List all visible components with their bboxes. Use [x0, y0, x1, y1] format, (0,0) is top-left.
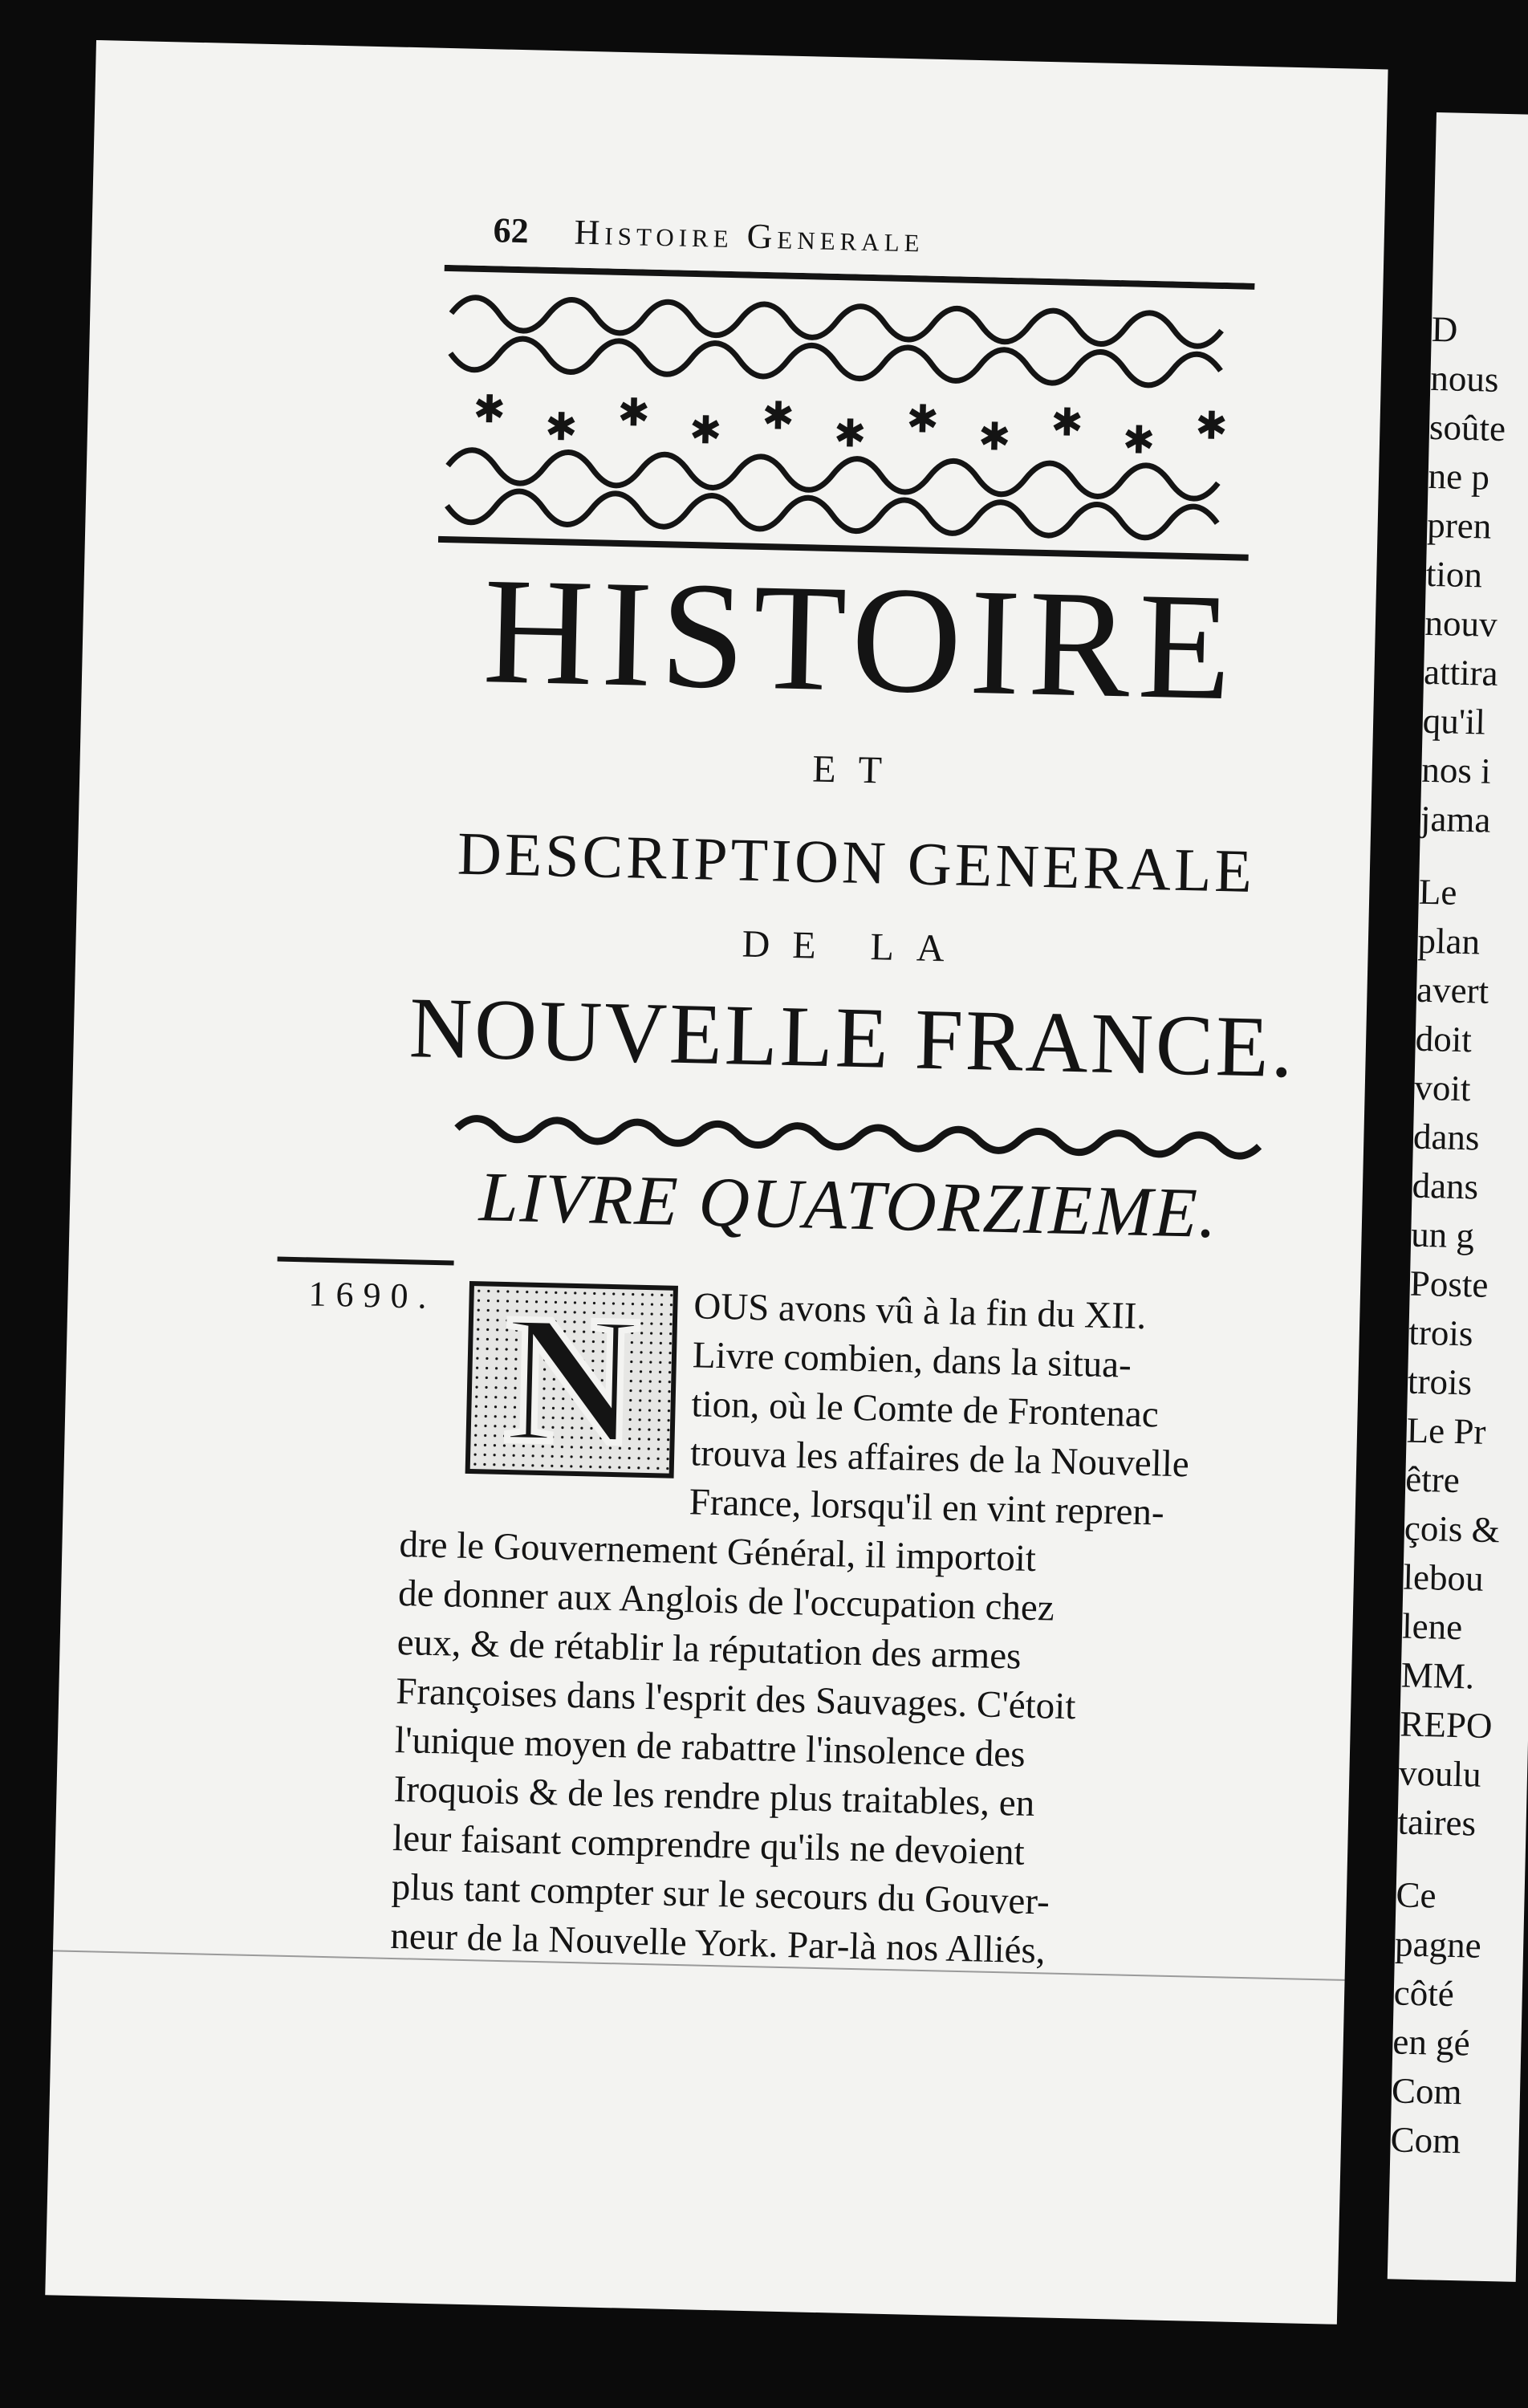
svg-text:✱: ✱: [977, 414, 1011, 460]
body-line: tion, où le Comte de Frontenac: [691, 1383, 1160, 1436]
right-page-line: voit: [1413, 1067, 1471, 1109]
right-page-line: en gé: [1392, 2021, 1471, 2064]
right-page-line: lene: [1401, 1605, 1463, 1648]
svg-text:✱: ✱: [905, 397, 940, 442]
body-line: OUS avons vû à la fin du XII.: [693, 1285, 1147, 1338]
title-de-la: DE LA: [742, 922, 968, 970]
right-page-line: taires: [1397, 1801, 1477, 1844]
right-page-line: Poste: [1409, 1263, 1489, 1305]
page-number: 62: [493, 210, 530, 251]
right-page-line: Le: [1418, 871, 1457, 913]
body-line: plus tant compter sur le secours du Gouver-: [391, 1865, 1050, 1923]
body-line: dre le Gouvernement Général, il importoit: [398, 1523, 1037, 1580]
right-page-line: pren: [1426, 504, 1492, 547]
right-page-line: nos i: [1420, 749, 1492, 791]
right-page-text: [1390, 305, 1528, 2167]
body-line: eux, & de rétablir la réputation des armes: [396, 1621, 1022, 1678]
right-page-line: plan: [1417, 920, 1481, 962]
right-page-line: un g: [1410, 1214, 1475, 1256]
right-page-line: Com: [1391, 2070, 1463, 2113]
right-page-line: être: [1404, 1458, 1461, 1501]
running-head-title: Histoire Generale: [574, 212, 925, 260]
right-page-line: avert: [1416, 969, 1489, 1011]
title-et: ET: [811, 747, 905, 793]
right-page-line: qu'il: [1422, 700, 1486, 742]
ornamental-divider: [449, 1108, 1268, 1166]
right-page-line: D: [1431, 308, 1458, 350]
svg-text:✱: ✱: [617, 389, 651, 436]
margin-year: 1690.: [308, 1274, 437, 1317]
right-page-line: lebou: [1403, 1556, 1485, 1599]
header-ornament: [438, 265, 1255, 564]
title-histoire: HISTOIRE: [482, 547, 1242, 733]
right-page-line: nouv: [1424, 602, 1498, 645]
svg-text:✱: ✱: [1194, 403, 1229, 449]
body-line: Livre combien, dans la situa-: [692, 1334, 1132, 1386]
svg-text:✱: ✱: [1050, 400, 1084, 446]
margin-rule: [278, 1257, 454, 1266]
right-page-line: jama: [1420, 798, 1492, 840]
svg-text:✱: ✱: [1122, 417, 1156, 464]
body-line: France, lorsqu'il en vint repren-: [689, 1481, 1165, 1534]
svg-text:✱: ✱: [689, 407, 723, 454]
body-line: neur de la Nouvelle York. Par-là nos Alliés,: [389, 1914, 1046, 1972]
drop-cap: [465, 1275, 678, 1483]
right-page-line: pagne: [1394, 1923, 1482, 1966]
svg-text:✱: ✱: [833, 410, 867, 457]
right-page-line: attira: [1423, 651, 1499, 694]
right-page-line: REPO: [1399, 1703, 1493, 1747]
title-nouvelle-france: NOUVELLE FRANCE.: [408, 980, 1297, 1096]
right-page-line: voulu: [1398, 1752, 1482, 1795]
right-page-line: Le Pr: [1406, 1409, 1487, 1452]
right-page-line: nous: [1429, 357, 1500, 400]
running-head: [493, 209, 1216, 266]
title-description: DESCRIPTION GENERALE: [457, 820, 1256, 906]
right-page-line: doit: [1415, 1018, 1473, 1060]
body-line: de donner aux Anglois de l'occupation chez: [397, 1572, 1055, 1629]
right-page-line: MM.: [1400, 1654, 1475, 1697]
right-page: [1388, 112, 1528, 2282]
right-page-line: Com: [1390, 2119, 1461, 2162]
svg-text:✱: ✱: [544, 404, 579, 450]
drop-cap-letter: N: [502, 1275, 641, 1483]
book-heading: LIVRE QUATORZIEME.: [478, 1158, 1219, 1254]
paragraph-gap: [1420, 844, 1528, 870]
ornament-stars: [473, 387, 1229, 465]
body-line: leur faisant comprendre qu'ils ne devoient: [392, 1816, 1026, 1873]
right-page-line: trois: [1408, 1312, 1474, 1354]
right-page-line: dans: [1412, 1116, 1481, 1158]
right-page-line: soûte: [1428, 406, 1506, 449]
right-page-line: côté: [1393, 1972, 1455, 2015]
right-page-line: çois &: [1404, 1507, 1501, 1551]
right-page-line: Ce: [1396, 1874, 1437, 1916]
right-page-line: dans: [1412, 1165, 1479, 1207]
body-line: trouva les affaires de la Nouvelle: [689, 1432, 1190, 1486]
svg-text:✱: ✱: [761, 393, 795, 439]
body-line: Françoises dans l'esprit des Sauvages. C'étoit: [395, 1670, 1076, 1728]
body-line: Iroquois & de les rendre plus traitables, en: [393, 1767, 1035, 1825]
left-page: [45, 40, 1388, 2325]
svg-text:✱: ✱: [473, 386, 506, 433]
body-line: l'unique moyen de rabattre l'insolence des: [394, 1719, 1026, 1775]
right-page-line: tion: [1425, 553, 1483, 596]
right-page-line: trois: [1407, 1361, 1473, 1403]
right-page-line: ne p: [1428, 455, 1490, 498]
paragraph-gap: [1396, 1846, 1518, 1873]
